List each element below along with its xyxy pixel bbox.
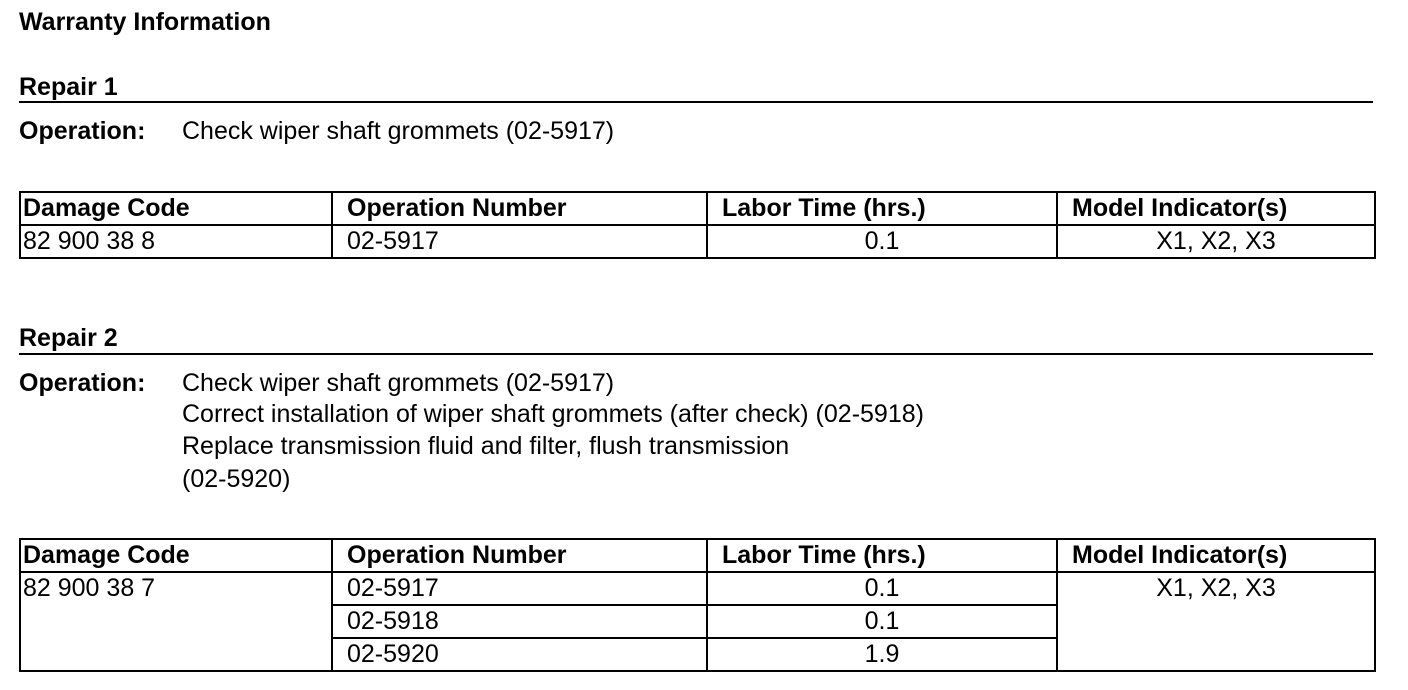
repair2-table — [19, 538, 1376, 672]
header-damage-code: Damage Code — [20, 539, 332, 572]
header-damage-code: Damage Code — [20, 192, 332, 225]
header-model-indicators: Model Indicator(s) — [1057, 539, 1375, 572]
repair2-operation-line: Check wiper shaft grommets (02-5917) — [182, 369, 615, 397]
table-header-row — [20, 539, 1375, 572]
header-labor-time: Labor Time (hrs.) — [707, 192, 1057, 225]
header-labor-time: Labor Time (hrs.) — [707, 539, 1057, 572]
repair2-operation-label: Operation: — [19, 369, 146, 397]
labor-time-cell: 0.1 — [707, 572, 1057, 605]
damage-code-cell: 82 900 38 8 — [20, 225, 332, 258]
model-indicators-cell: X1, X2, X3 — [1057, 225, 1375, 258]
repair1-operation-line: Check wiper shaft grommets (02-5917) — [182, 117, 615, 145]
table-header-row — [20, 192, 1375, 225]
repair1-operation-label: Operation: — [19, 117, 146, 145]
operation-number-cell: 02-5917 — [332, 572, 707, 605]
header-model-indicators: Model Indicator(s) — [1057, 192, 1375, 225]
labor-time-cell: 0.1 — [707, 605, 1057, 638]
labor-time-cell: 0.1 — [707, 225, 1057, 258]
repair2-operation-line: Correct installation of wiper shaft grommets (after check) (02-5918) — [182, 400, 924, 428]
page-title: Warranty Information — [19, 8, 271, 36]
repair1-title: Repair 1 — [19, 73, 118, 101]
damage-code-cell: 82 900 38 7 — [20, 572, 332, 671]
repair1-table — [19, 191, 1376, 259]
header-operation-number: Operation Number — [332, 192, 707, 225]
repair2-title: Repair 2 — [19, 324, 118, 352]
model-indicators-cell: X1, X2, X3 — [1057, 572, 1375, 671]
table-row — [20, 225, 1375, 258]
repair2-operation-line: (02-5920) — [182, 465, 291, 493]
operation-number-cell: 02-5918 — [332, 605, 707, 638]
labor-time-cell: 1.9 — [707, 638, 1057, 671]
operation-number-cell: 02-5920 — [332, 638, 707, 671]
operation-number-cell: 02-5917 — [332, 225, 707, 258]
repair2-operation-line: Replace transmission fluid and filter, flush transmission — [182, 432, 790, 460]
repair1-divider — [19, 101, 1373, 103]
header-operation-number: Operation Number — [332, 539, 707, 572]
repair2-divider — [19, 353, 1373, 355]
table-row — [20, 572, 1375, 605]
